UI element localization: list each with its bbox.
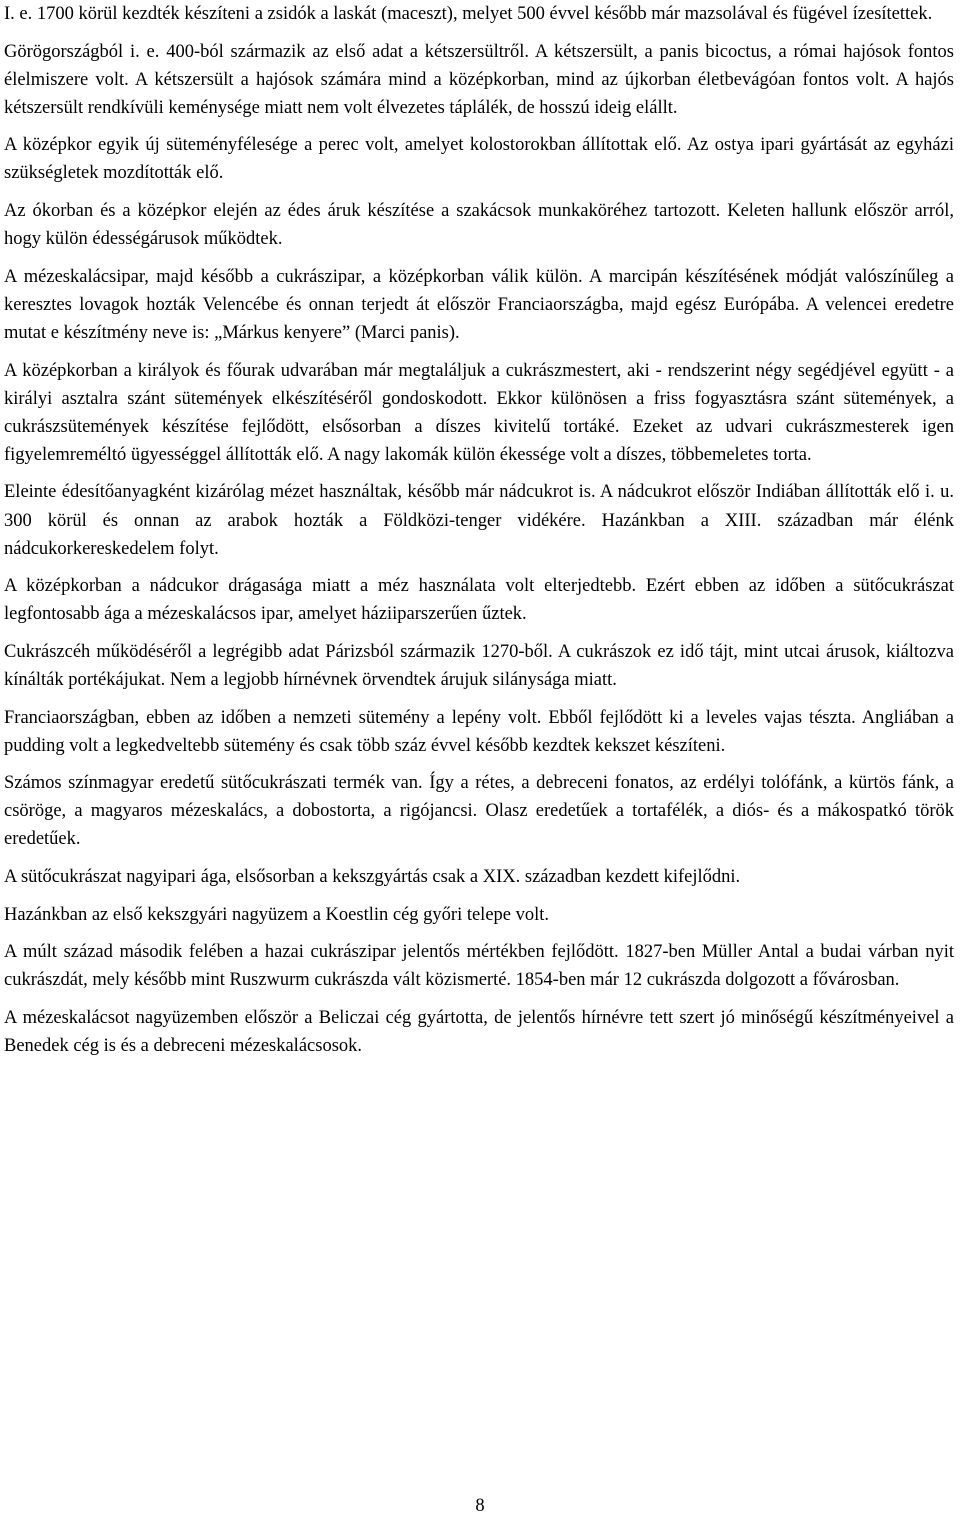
paragraph-gap xyxy=(4,628,954,638)
paragraph-gap xyxy=(4,760,954,770)
paragraph-beliczai: A mézeskalácsot nagyüzemben először a Beliczai cég gyártotta, de jelentős hírnévre tett szert jó minőségű készítményeivel a Benedek cég is és a debreceni mézeskalácsosok. xyxy=(4,1007,954,1056)
paragraph-okor: Az ókorban és a középkor elején az édes áruk készítése a szakácsok munkaköréhez tartozott. Keleten hallunk először arról, hogy külön édességárusok működtek. xyxy=(4,201,954,250)
paragraph-marcipan: A mézeskalácsipar, majd később a cukrászipar, a középkorban válik külön. A marcipán készítésének módját valószínűleg a keresztes lovagok hozták Velencébe és onnan terjedt át először Franciaországba, majd egész Európába. A velencei eredetre mutat e készítmény neve is: „Márkus kenyere” (Marci panis). xyxy=(4,266,954,343)
paragraph-perec: A középkor egyik új süteményfélesége a perec volt, amelyet kolostorokban állítottak elő. Az ostya ipari gyártását az egyházi szükségletek mozdították elő. xyxy=(4,135,954,184)
paragraph-gap xyxy=(4,469,954,479)
paragraph-gap xyxy=(4,929,954,939)
paragraph-nagyipar: A sütőcukrászat nagyipari ága, elsősorban a kekszgyártás csak a XIX. században kezdett kifejlődni. xyxy=(4,867,741,888)
paragraph-gap xyxy=(4,347,954,357)
paragraph-ruszwurm: A múlt század második felében a hazai cukrászipar jelentős mértékben fejlődött. 1827-ben Müller Antal a budai várban nyit cukrászdát, mely később mint Ruszwurm cukrászda vált közismerté. 1854-ben már 12 cukrászda dolgozott a fővárosban. xyxy=(4,942,954,991)
paragraph-gap xyxy=(4,188,954,198)
paragraph-cukraszmester: A középkorban a királyok és főurak udvarában már megtaláljuk a cukrászmestert, aki - rendszerint négy segédjével együtt - a királyi asztalra szánt sütemények elkészítéséről gondoskodott. Ekkor különösen a friss fogyasztásra szánt sütemények, a cukrászsütemények készítése fejlődött, elsősorban a díszes kivitelű tortáké. Ezeket az udvari cukrászmesterek igen figyelemreméltó ügyességgel állították elő. A nagy lakomák külön ékessége volt a díszes, többemeletes torta. xyxy=(4,360,954,465)
paragraph-gap xyxy=(4,891,954,901)
paragraph-cukraszceh: Cukrászcéh működéséről a legrégibb adat Párizsból származik 1270-ből. A cukrászok ez idő tájt, mint utcai árusok, kiáltozva kínálták portékájukat. Nem a legjobb hírnévnek örvendtek árujuk silánysága miatt. xyxy=(4,641,954,690)
paragraph-gap xyxy=(4,253,954,263)
paragraph-gap xyxy=(4,694,954,704)
paragraph-gap xyxy=(4,122,954,132)
paragraph-gap xyxy=(4,563,954,573)
paragraph-ketszersult: Görögországból i. e. 400-ból származik az első adat a kétszersültről. A kétszersült, a panis bicoctus, a római hajósok fontos élelmiszere volt. A kétszersült a hajósok számára mind a középkorban, mind az újkorban életbevágóan fontos volt. A hajós kétszersült rendkívüli keménysége miatt nem volt élvezetes táplálék, de hosszú ideig elállt. xyxy=(4,41,954,118)
paragraph-gap xyxy=(4,28,954,38)
paragraph-szinmagyar: Számos színmagyar eredetű sütőcukrászati termék van. Így a rétes, a debreceni fonatos, az erdélyi tolófánk, a kürtös fánk, a csöröge, a magyaros mézeskalács, a dobostorta, a rigójancsi. Olasz eredetűek a tortafélék, a diós- és a mákospatkó török eredetűek. xyxy=(4,773,954,850)
paragraph-koestlin: Hazánkban az első kekszgyári nagyüzem a Koestlin cég győri telepe volt. xyxy=(4,904,550,925)
paragraph-nadcukor: Eleinte édesítőanyagként kizárólag mézet használtak, később már nádcukrot is. A nádcukrot először Indiában állították elő i. u. 300 körül és onnan az arabok hozták a Földközi-tenger vidékére. Hazánkban a XIII. században már élénk nádcukorkereskedelem folyt. xyxy=(4,482,954,559)
paragraph-maceszt: I. e. 1700 körül kezdték készíteni a zsidók a laskát (maceszt), melyet 500 évvel később már mazsolával és fügével ízesítettek. xyxy=(4,4,933,24)
page-number: 8 xyxy=(475,1496,485,1516)
paragraph-gap xyxy=(4,994,954,1004)
paragraph-lepeny: Franciaországban, ebben az időben a nemzeti sütemény a lepény volt. Ebből fejlődött ki a leveles vajas tészta. Angliában a pudding volt a legkedveltebb sütemény és csak több száz évvel később kezdtek kekszet készíteni. xyxy=(4,707,954,756)
paragraph-mezeskalacs: A középkorban a nádcukor drágasága miatt a méz használata volt elterjedtebb. Ezért ebben az időben a sütőcukrászat legfontosabb ága a mézeskalácsos ipar, amelyet háziiparszerűen űztek. xyxy=(4,576,954,625)
paragraph-gap xyxy=(4,854,954,864)
document-page xyxy=(4,0,954,1060)
